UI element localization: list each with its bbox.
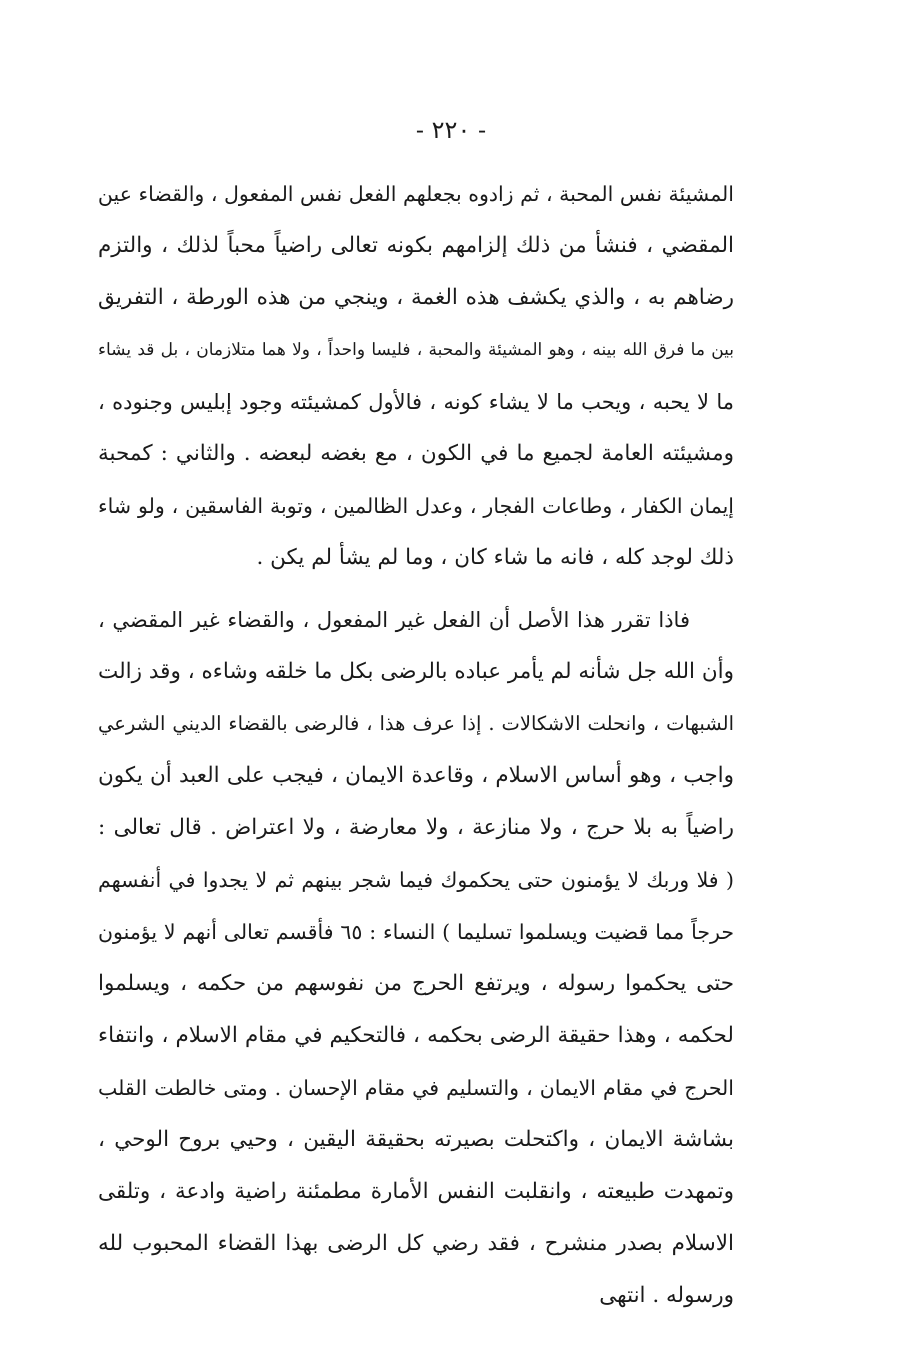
text-line: حرجاً مما قضيت ويسلموا تسليما ) النساء : ٦٥ فأقسم تعالى أنهم لا يؤمنون [98, 920, 734, 944]
text-line: ورسوله . انتهى [599, 1283, 734, 1308]
text-line: رضاهم به ، والذي يكشف هذه الغمة ، وينجي من هذه الورطة ، التفريق [98, 285, 734, 310]
text-line: فاذا تقرر هذا الأصل أن الفعل غير المفعول ، والقضاء غير المقضي ، [98, 608, 690, 632]
text-line: ( فلا وربك لا يؤمنون حتى يحكموك فيما شجر بينهم ثم لا يجدوا في أنفسهم [98, 868, 734, 892]
text-line: الاسلام بصدر منشرح ، فقد رضي كل الرضى بهذا القضاء المحبوب لله [98, 1231, 734, 1256]
text-line: راضياً به بلا حرج ، ولا منازعة ، ولا معارضة ، ولا اعتراض . قال تعالى : [98, 815, 734, 840]
text-line: وأن الله جل شأنه لم يأمر عباده بالرضى بكل ما خلقه وشاءه ، وقد زالت [98, 659, 734, 684]
text-line: وتمهدت طبيعته ، وانقلبت النفس الأمارة مطمئنة راضية وادعة ، وتلقى [98, 1179, 734, 1204]
paragraph-gap [98, 584, 734, 594]
text-line: ذلك لوجد كله ، فانه ما شاء كان ، وما لم يشأ لم يكن . [256, 545, 734, 570]
text-line: الشبهات ، وانحلت الاشكالات . إذا عرف هذا ، فالرضى بالقضاء الديني الشرعي [98, 712, 734, 735]
text-line: لحكمه ، وهذا حقيقة الرضى بحكمه ، فالتحكيم في مقام الاسلام ، وانتفاء [98, 1023, 734, 1048]
paragraph-1 [98, 168, 734, 584]
text-line: إيمان الكفار ، وطاعات الفجار ، وعدل الظالمين ، وتوبة الفاسقين ، ولو شاء [98, 494, 734, 518]
text-line: بشاشة الايمان ، واكتحلت بصيرته بحقيقة اليقين ، وحيي بروح الوحي ، [98, 1127, 734, 1152]
text-line: حتى يحكموا رسوله ، ويرتفع الحرج من نفوسهم من حكمه ، ويسلموا [98, 971, 734, 996]
text-line: بين ما فرق الله بينه ، وهو المشيئة والمحبة ، فليسا واحداً ، ولا هما متلازمان ، بل قد يشاء [98, 340, 734, 360]
text-line: ما لا يحبه ، ويحب ما لا يشاء كونه ، فالأول كمشيئته وجود إبليس وجنوده ، [98, 390, 734, 414]
text-line: المشيئة نفس المحبة ، ثم زادوه بجعلهم الفعل نفس المفعول ، والقضاء عين [98, 182, 734, 206]
page-number: - ٢٢٠ - [415, 116, 487, 144]
text-line: واجب ، وهو أساس الاسلام ، وقاعدة الايمان ، فيجب على العبد أن يكون [98, 763, 734, 788]
body-text [98, 168, 734, 1322]
paragraph-2 [98, 594, 734, 1322]
text-line: ومشيئته العامة لجميع ما في الكون ، مع بغضه لبعضه . والثاني : كمحبة [98, 441, 734, 466]
text-line: الحرج في مقام الايمان ، والتسليم في مقام الإحسان . ومتى خالطت القلب [98, 1076, 734, 1100]
text-line: المقضي ، فنشأ من ذلك إلزامهم بكونه تعالى راضياً محباً لذلك ، والتزم [98, 233, 734, 258]
